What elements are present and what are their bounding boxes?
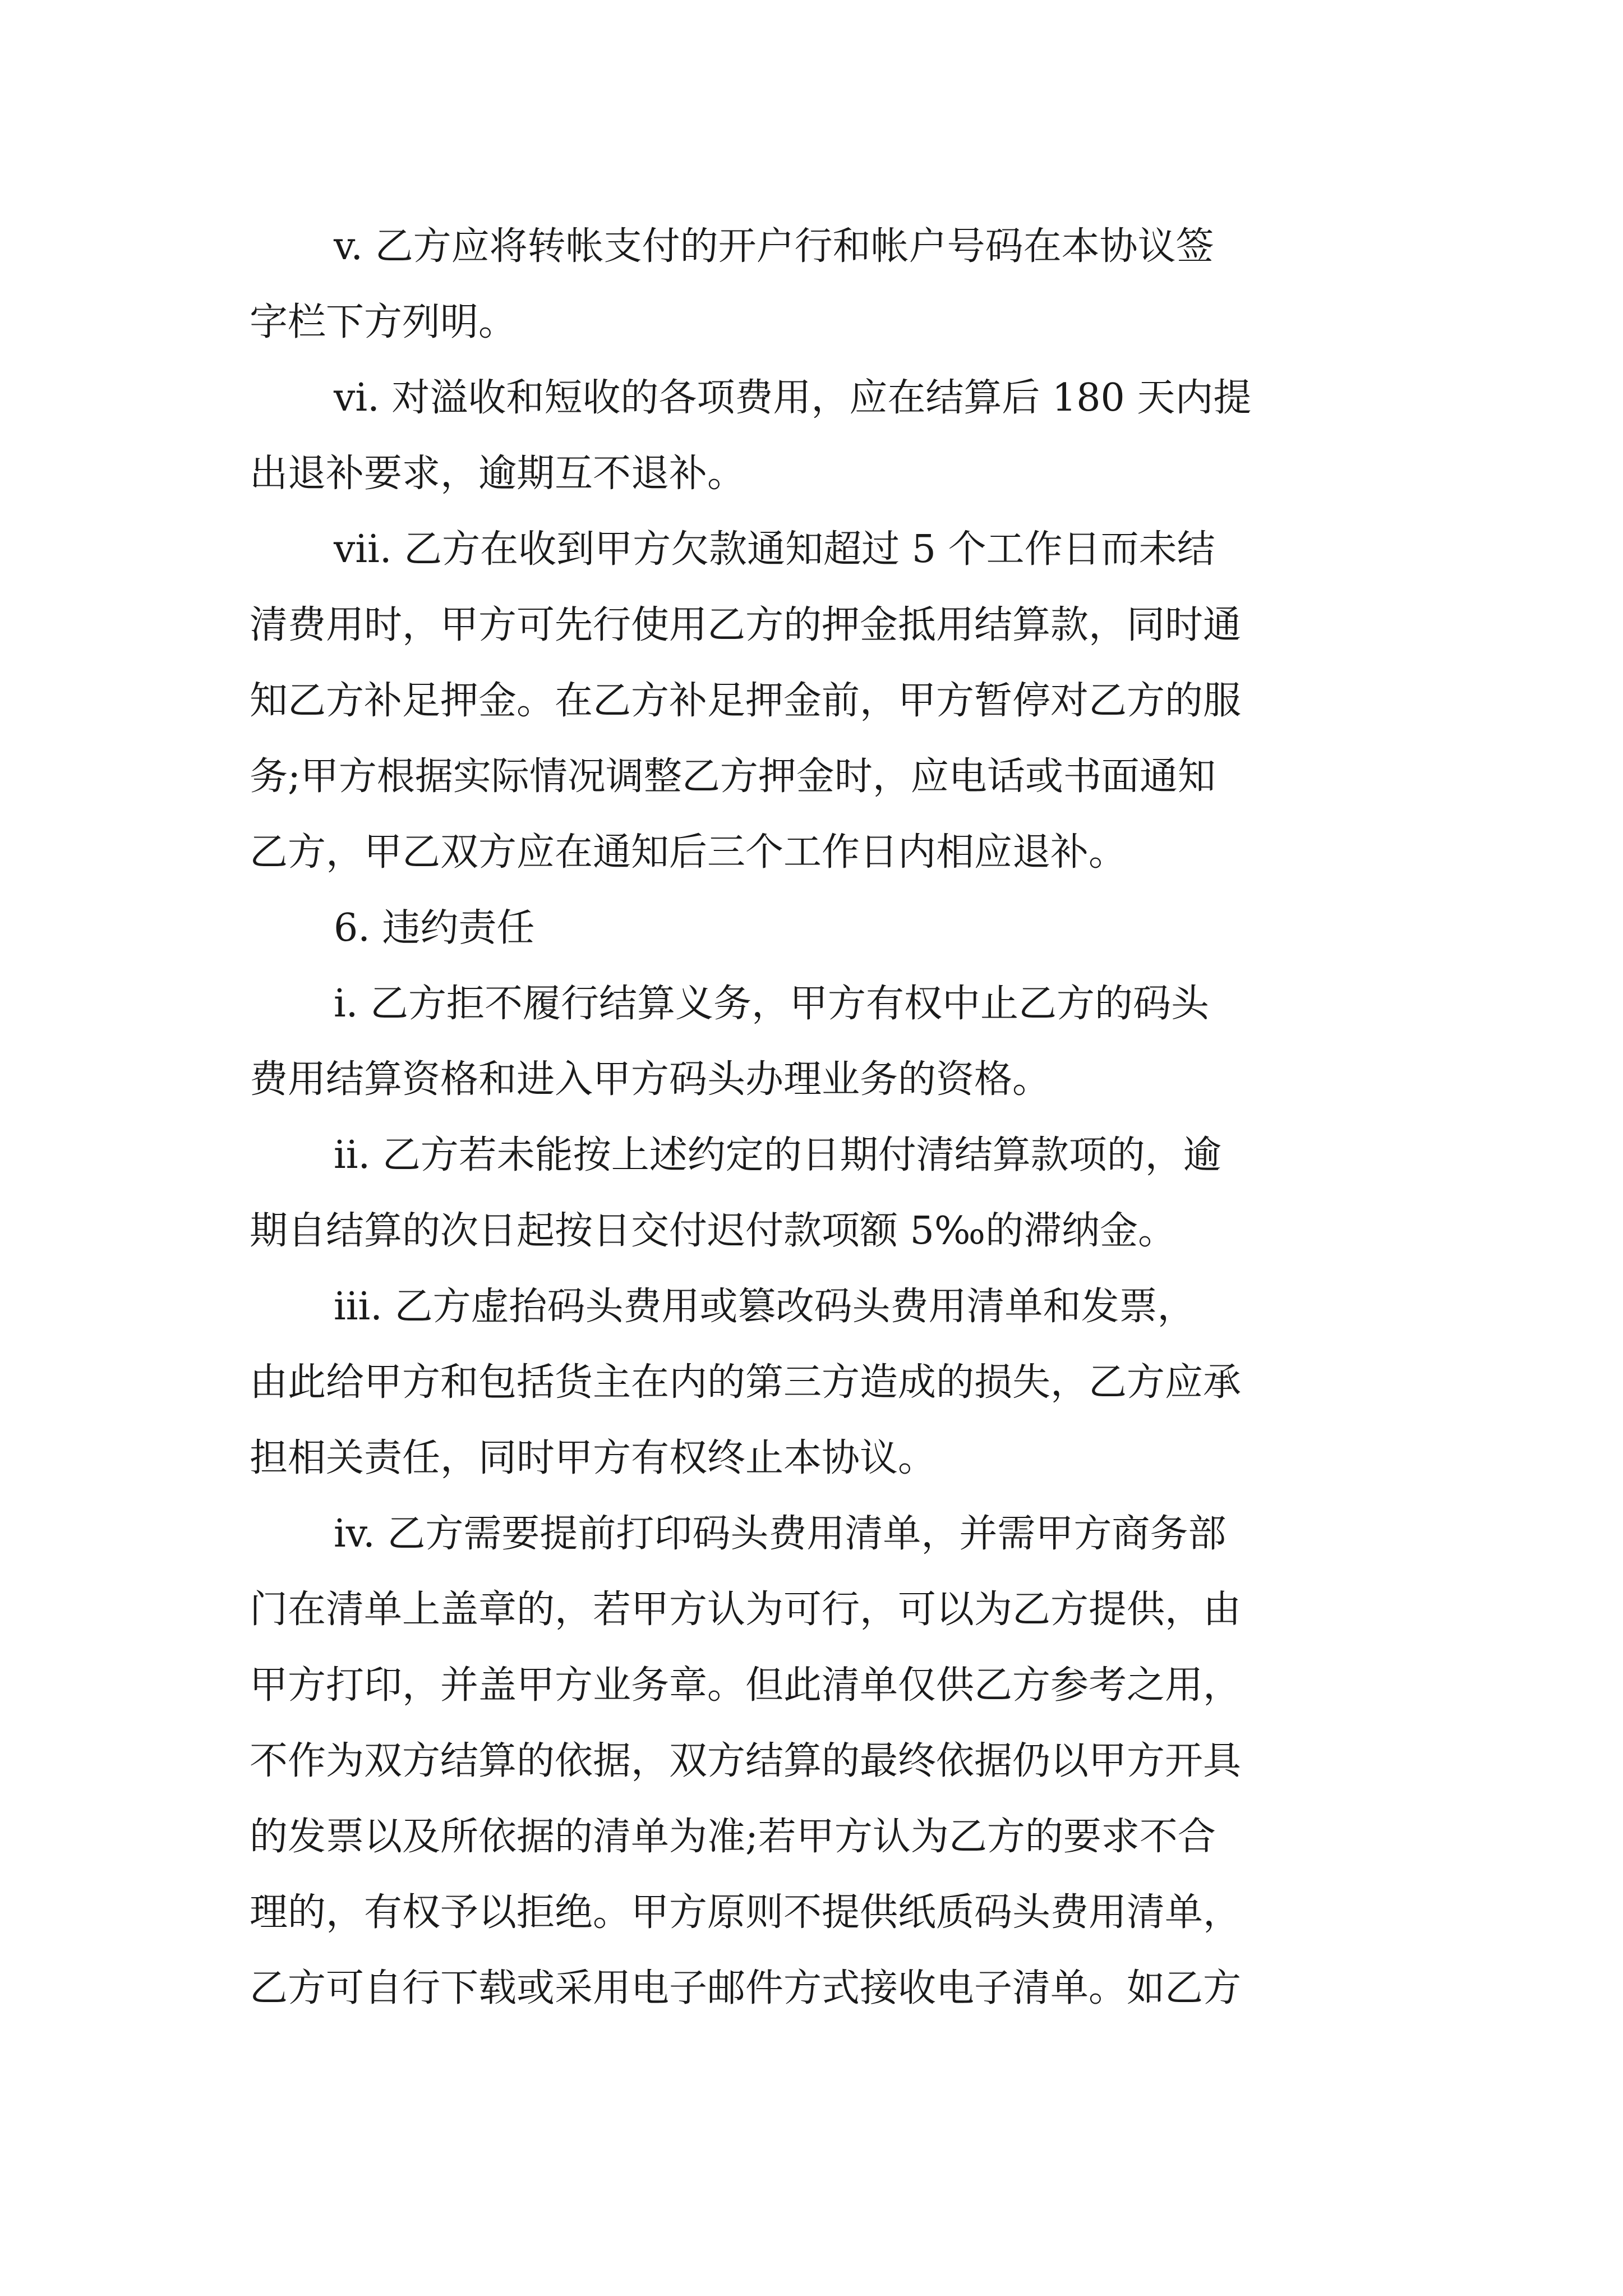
text-line-17: 担相关责任，同时甲方有权终止本协议。 <box>250 1436 937 1480</box>
text-line-22: 的发票以及所依据的清单为准;若甲方认为乙方的要求不合 <box>250 1815 1216 1859</box>
text-line-7: 知乙方补足押金。在乙方补足押金前，甲方暂停对乙方的服 <box>250 679 1242 723</box>
text-line-23: 理的，有权予以拒绝。甲方原则不提供纸质码头费用清单， <box>250 1890 1242 1935</box>
text-line-4: 出退补要求，逾期互不退补。 <box>250 452 746 496</box>
text-line-5: vii. 乙方在收到甲方欠款通知超过 5 个工作日而未结 <box>334 527 1215 572</box>
text-line-15: iii. 乙方虚抬码头费用或篡改码头费用清单和发票， <box>334 1285 1196 1329</box>
text-line-21: 不作为双方结算的依据，双方结算的最终依据仍以甲方开具 <box>250 1739 1242 1783</box>
section-heading: 6. 违约责任 <box>334 906 535 950</box>
text-line-18: iv. 乙方需要提前打印码头费用清单，并需甲方商务部 <box>334 1512 1227 1556</box>
text-line-8: 务;甲方根据实际情况调整乙方押金时，应电话或书面通知 <box>250 754 1216 799</box>
text-line-11: i. 乙方拒不履行结算义务，甲方有权中止乙方的码头 <box>334 982 1209 1026</box>
text-line-14: 期自结算的次日起按日交付迟付款项额 5‰的滞纳金。 <box>250 1209 1177 1253</box>
text-line-9: 乙方，甲乙双方应在通知后三个工作日内相应退补。 <box>250 830 1127 875</box>
text-line-3: vi. 对溢收和短收的各项费用，应在结算后 180 天内提 <box>334 376 1252 420</box>
text-line-1: v. 乙方应将转帐支付的开户行和帐户号码在本协议签 <box>334 224 1214 269</box>
text-line-19: 门在清单上盖章的，若甲方认为可行，可以为乙方提供，由 <box>250 1588 1242 1632</box>
text-line-12: 费用结算资格和进入甲方码头办理业务的资格。 <box>250 1057 1051 1102</box>
text-line-20: 甲方打印，并盖甲方业务章。但此清单仅供乙方参考之用， <box>250 1663 1242 1708</box>
text-line-13: ii. 乙方若未能按上述约定的日期付清结算款项的，逾 <box>334 1133 1221 1177</box>
text-line-6: 清费用时，甲方可先行使用乙方的押金抵用结算款，同时通 <box>250 603 1242 647</box>
text-line-16: 由此给甲方和包括货主在内的第三方造成的损失，乙方应承 <box>250 1360 1242 1405</box>
text-line-2: 字栏下方列明。 <box>250 300 517 344</box>
text-line-24: 乙方可自行下载或采用电子邮件方式接收电子清单。如乙方 <box>250 1966 1242 2010</box>
